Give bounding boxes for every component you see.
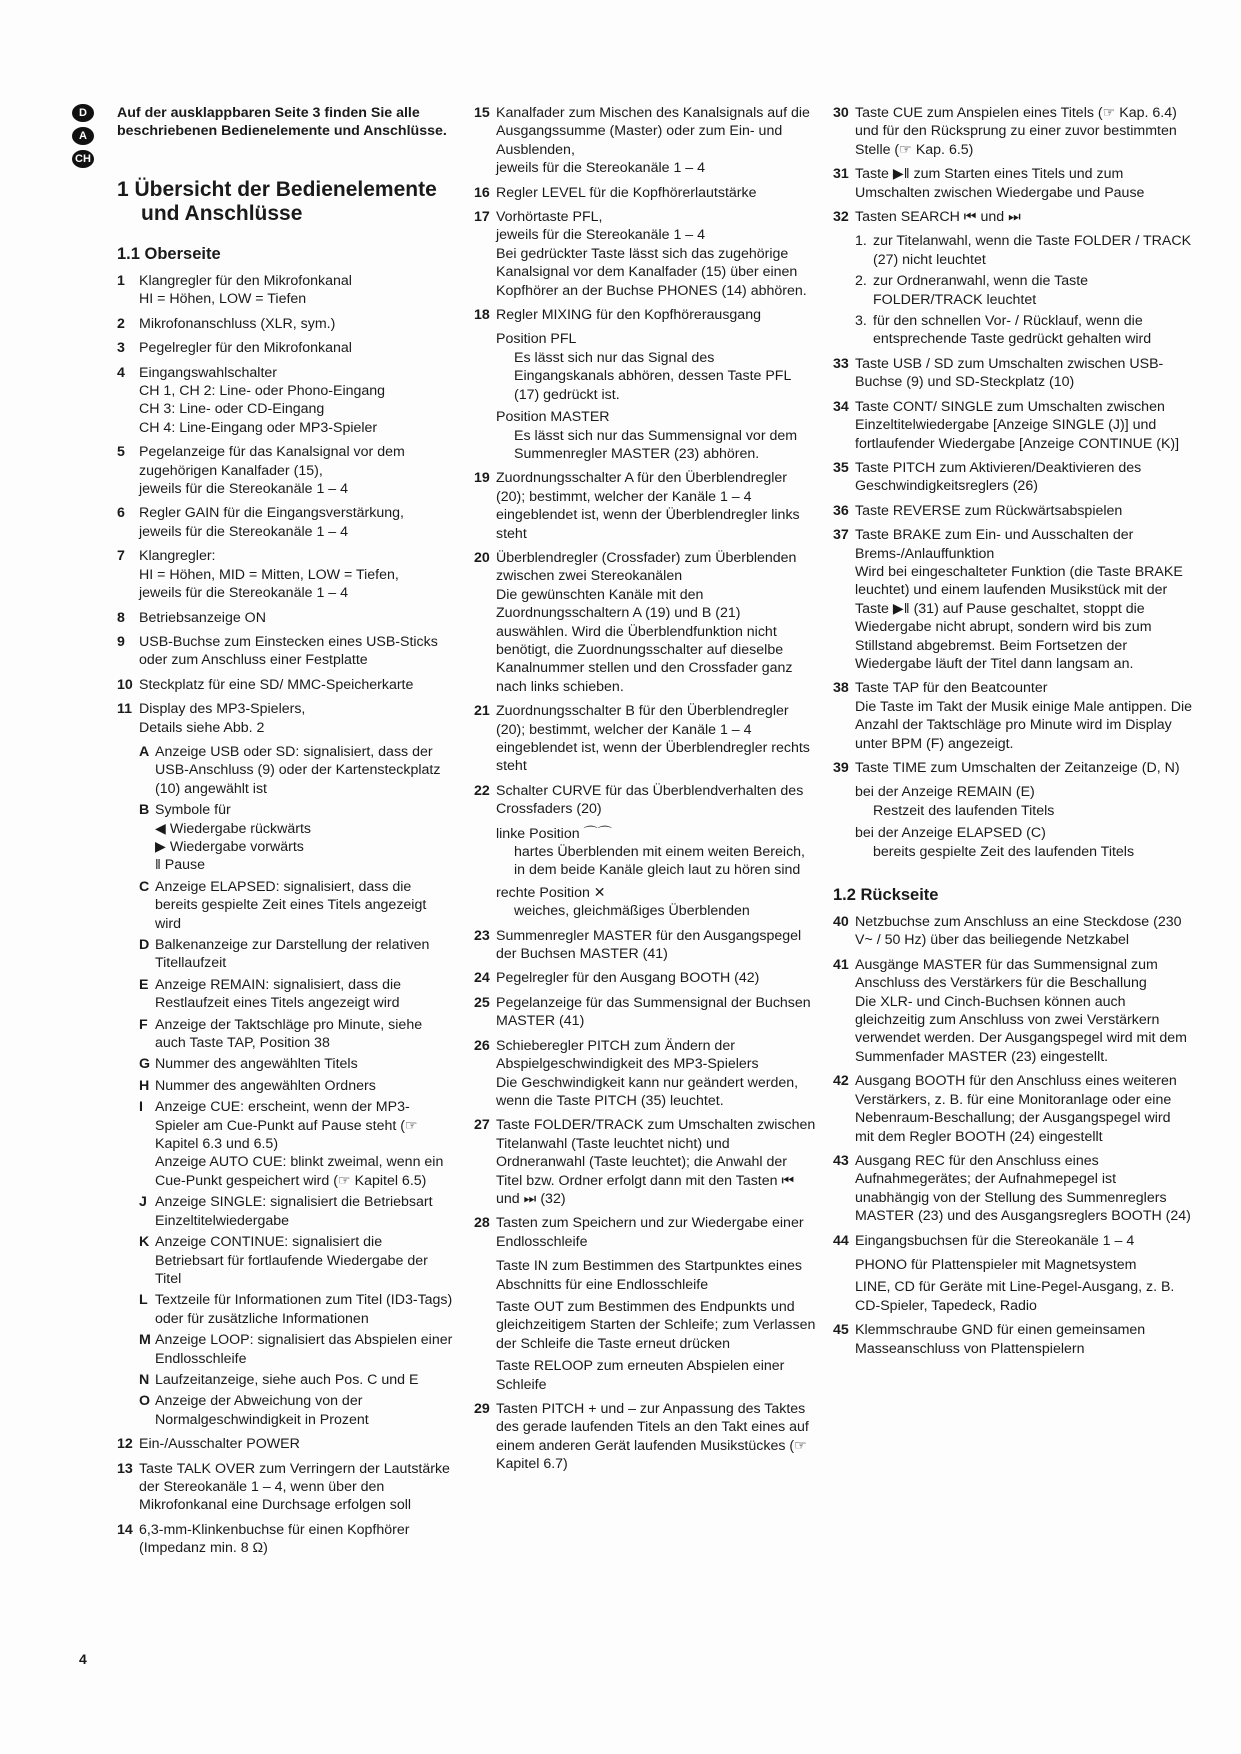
item-text: Klemmschraube GND für einen gemeinsamen Masseanschluss von Plattenspielern xyxy=(855,1322,1146,1357)
item-number: 36 xyxy=(833,502,849,519)
item-text: Taste CONT/ SINGLE zum Umschalten zwischen Einzeltitelwiedergabe [Anzeige SINGLE (J)] und fortlaufender Wiedergabe [Anzeige CONTINUE (K)] xyxy=(855,398,1180,452)
country-badges xyxy=(72,104,98,173)
display-item-text: Anzeige REMAIN: signalisiert, dass die Restlaufzeit eines Titels angezeigt wird xyxy=(155,976,402,1012)
badge-ch: CH xyxy=(72,150,94,168)
position-label: Position MASTER xyxy=(496,409,610,426)
item-number: 9 xyxy=(117,633,125,650)
section-heading-oberseite: 1.1 Oberseite xyxy=(117,245,221,263)
item-text: Schieberegler PITCH zum Ändern der Abspielgeschwindigkeit des MP3-Spielers Die Geschwindigkeit kann nur geändert werden, wenn die Taste PITCH (35) leuchtet. xyxy=(496,1037,799,1109)
display-item-letter: K xyxy=(139,1234,150,1251)
list-item xyxy=(117,1521,453,1558)
mixing-positions xyxy=(474,330,816,463)
list-item xyxy=(117,609,453,627)
plain-entry: Taste IN zum Bestimmen des Startpunktes eines Abschnitts für eine Endlosschleife xyxy=(496,1258,802,1293)
display-item-letter: O xyxy=(139,1393,151,1410)
display-item-text: Anzeige ELAPSED: signalisiert, dass die bereits gespielte Zeit eines Titels angezeigt wird xyxy=(155,878,427,932)
position-description: hartes Überblenden mit einem weiten Bereich, in dem beide Kanäle gleich laut zu hören sind xyxy=(514,844,805,879)
item-number: 27 xyxy=(474,1117,490,1134)
search-list-item xyxy=(855,272,1193,309)
item-number: 39 xyxy=(833,760,849,776)
item-number: 23 xyxy=(474,927,490,944)
item-text: 6,3-mm-Klinkenbuchse für einen Kopfhörer (Impedanz min. 8 Ω) xyxy=(139,1521,410,1557)
item-number: 40 xyxy=(833,914,849,931)
item-text: Taste TALK OVER zum Verringern der Lautstärke der Stereokanäle 1 – 4, wenn über den Mikrofonkanal eine Durchsage erfolgen soll xyxy=(139,1460,450,1514)
display-item-text: Balkenanzeige zur Darstellung der relativen Titellaufzeit xyxy=(155,937,430,972)
item-text: Kanalfader zum Mischen des Kanalsignals auf die Ausgangssumme (Master) oder zum Ein- und Ausblenden, jeweils für die Stereokanäle 1 – 4 xyxy=(496,105,810,177)
position-description: Restzeit des laufenden Titels xyxy=(873,802,1055,819)
list-item xyxy=(117,272,453,309)
list-item xyxy=(833,398,1193,453)
column-1 xyxy=(117,104,453,1564)
display-item-text: Anzeige CONTINUE: signalisiert die Betriebsart für fortlaufende Wiedergabe der Titel xyxy=(155,1234,428,1287)
item-subtext: jeweils für die Stereokanäle 1 – 4 xyxy=(139,523,348,540)
item-text: Pegelregler für den Ausgang BOOTH (42) xyxy=(496,970,760,987)
list-item xyxy=(474,469,816,543)
display-item-letter: N xyxy=(139,1371,150,1388)
display-item-text: Symbole für ◀ Wiedergabe rückwärts ▶ Wiedergabe vorwärts ‖ Pause xyxy=(155,802,311,874)
plain-entry: Taste RELOOP zum erneuten Abspielen einer Schleife xyxy=(496,1358,785,1393)
chapter-heading: 1 Übersicht der Bedienelemente und Anschlüsse xyxy=(117,178,437,225)
display-item xyxy=(139,801,453,875)
item-text: Tasten zum Speichern und zur Wiedergabe einer Endlosschleife xyxy=(496,1215,804,1250)
display-item-list xyxy=(117,743,453,1429)
search-list-item xyxy=(855,312,1193,349)
page-number: 4 xyxy=(79,1651,87,1667)
list-item xyxy=(474,969,816,987)
list-item xyxy=(833,526,1193,673)
item-number: 38 xyxy=(833,680,849,697)
item-text: Steckplatz für eine SD/ MMC-Speicherkarte xyxy=(139,676,414,693)
display-item-text: Anzeige LOOP: signalisiert das Abspielen einer Endlosschleife xyxy=(155,1332,453,1367)
display-item-text: Laufzeitanzeige, siehe auch Pos. C und E xyxy=(155,1371,419,1388)
display-item xyxy=(139,743,453,798)
item-text: Display des MP3-Spielers, xyxy=(139,701,306,718)
list-item xyxy=(474,782,816,819)
item-subtext: HI = Höhen, MID = Mitten, LOW = Tiefen, jeweils für die Stereokanäle 1 – 4 xyxy=(139,566,399,602)
display-item-text: Anzeige der Taktschläge pro Minute, siehe auch Taste TAP, Position 38 xyxy=(155,1016,423,1052)
list-item xyxy=(117,633,453,670)
item-number: 30 xyxy=(833,105,849,121)
list-item xyxy=(474,184,816,202)
item-number: 33 xyxy=(833,355,849,372)
item-number: 22 xyxy=(474,782,490,799)
item-list-3c xyxy=(833,913,1193,1250)
display-item-text: Textzeile für Informationen zum Titel (ID3-Tags) oder für zusätzliche Informationen xyxy=(155,1292,453,1327)
item-number: 32 xyxy=(833,209,849,226)
item-list-2d xyxy=(474,1400,816,1474)
item-number: 34 xyxy=(833,398,849,415)
list-item xyxy=(474,1400,816,1474)
item-text: Betriebsanzeige ON xyxy=(139,609,266,626)
item-text: Taste USB / SD zum Umschalten zwischen USB-Buchse (9) und SD-Steckplatz (10) xyxy=(855,355,1164,391)
display-item-letter: L xyxy=(139,1292,148,1309)
item-text: Klangregler für den Mikrofonkanal xyxy=(139,273,352,289)
list-item xyxy=(833,165,1193,202)
item-subtext: HI = Höhen, LOW = Tiefen xyxy=(139,291,307,308)
item-number: 29 xyxy=(474,1401,490,1417)
item-list-3b xyxy=(833,355,1193,778)
item-number: 12 xyxy=(117,1436,133,1453)
list-item xyxy=(474,1214,816,1251)
item-subtext: CH 1, CH 2: Line- oder Phono-Eingang CH 3: Line- oder CD-Eingang CH 4: Line-Eingang oder MP3-Spieler xyxy=(139,383,386,436)
display-item xyxy=(139,1055,453,1073)
item-text: Tasten SEARCH ⏮ und ⏭ xyxy=(855,209,1021,226)
badge-d: D xyxy=(72,104,94,122)
display-item-letter: C xyxy=(139,878,150,895)
item-number: 21 xyxy=(474,703,490,720)
input-list xyxy=(833,1256,1193,1315)
item-text: Ausgänge MASTER für das Summensignal zum Anschluss des Verstärkers für die Beschallung Die XLR- und Cinch-Buchsen können auch gleichzeitig zum Anschluss von zwei Verstärkern verwendet werden. Der Ausgangspegel wird mit dem Summenfader MASTER (23) eingestellt. xyxy=(855,956,1187,1065)
item-text: Taste REVERSE zum Rückwärtsabspielen xyxy=(855,502,1123,519)
display-item xyxy=(139,976,453,1013)
item-number: 19 xyxy=(474,470,490,487)
display-item-letter: H xyxy=(139,1077,150,1094)
position-description: weiches, gleichmäßiges Überblenden xyxy=(514,903,750,920)
item-text: Regler MIXING für den Kopfhörerausgang xyxy=(496,307,761,324)
position-entry xyxy=(474,408,816,463)
position-entry xyxy=(474,884,816,921)
list-item xyxy=(117,676,453,694)
item-list-2b xyxy=(474,469,816,818)
display-item-letter: J xyxy=(139,1194,147,1211)
item-number: 31 xyxy=(833,166,849,183)
item-number: 1 xyxy=(117,273,125,289)
item-text: Schalter CURVE für das Überblendverhalten des Crossfaders (20) xyxy=(496,782,804,818)
item-number: 37 xyxy=(833,527,849,544)
position-label: rechte Position ✕ xyxy=(496,884,606,901)
display-item-letter: D xyxy=(139,937,150,953)
display-item xyxy=(139,1331,453,1368)
plain-entry: LINE, CD für Geräte mit Line-Pegel-Ausgang, z. B. CD-Spieler, Tapedeck, Radio xyxy=(855,1279,1175,1314)
item-text: USB-Buchse zum Einstecken eines USB-Sticks oder zum Anschluss einer Festplatte xyxy=(139,633,438,669)
position-description: bereits gespielte Zeit des laufenden Titels xyxy=(873,843,1135,860)
item-number: 20 xyxy=(474,549,490,566)
display-item-letter: E xyxy=(139,976,149,993)
display-item-letter: M xyxy=(139,1332,151,1349)
item-text: Pegelanzeige für das Summensignal der Buchsen MASTER (41) xyxy=(496,994,811,1030)
display-item xyxy=(139,1098,453,1190)
list-item xyxy=(833,679,1193,753)
item-number: 44 xyxy=(833,1232,849,1249)
item-list-2a xyxy=(474,104,816,324)
item-list-1 xyxy=(117,272,453,737)
display-item-letter: I xyxy=(139,1099,143,1116)
item-number: 16 xyxy=(474,184,490,201)
display-item-letter: F xyxy=(139,1016,148,1033)
section-heading-rueckseite: 1.2 Rückseite xyxy=(833,886,939,905)
item-text: Tasten PITCH + und – zur Anpassung des Taktes des gerade laufenden Titels an den Takt eines auf einem anderen Gerät laufenden Musikstückes (☞ Kapitel 6.7) xyxy=(496,1401,809,1473)
item-number: 28 xyxy=(474,1215,490,1232)
item-list-2c xyxy=(474,927,816,1252)
list-item xyxy=(474,702,816,776)
list-item xyxy=(117,315,453,333)
list-item xyxy=(474,1116,816,1208)
search-list-text: für den schnellen Vor- / Rücklauf, wenn die entsprechende Taste gedrückt gehalten wird xyxy=(873,313,1152,348)
list-item xyxy=(833,208,1193,226)
item-text: Klangregler: xyxy=(139,548,216,565)
item-number: 7 xyxy=(117,548,125,565)
column-3 xyxy=(833,104,1193,1364)
list-item xyxy=(117,364,453,438)
item-text: Ausgang BOOTH für den Anschluss eines weiteren Verstärkers, z. B. für eine Monitoranlage oder eine Nebenraum-Beschallung; der Ausgangspegel wird mit dem Regler BOOTH (24) eingestellt xyxy=(855,1073,1177,1145)
position-label: bei der Anzeige REMAIN (E) xyxy=(855,784,1035,801)
item-text: Taste TAP für den Beatcounter Die Taste im Takt der Musik einige Male antippen. Die Anzahl der Taktschläge pro Minute wird im Display unter BPM (F) angezeigt. xyxy=(855,680,1192,752)
item-number: 3 xyxy=(117,340,125,357)
list-item xyxy=(833,759,1193,777)
item-text: Pegelregler für den Mikrofonkanal xyxy=(139,340,352,357)
item-text: Netzbuchse zum Anschluss an eine Steckdose (230 V~ / 50 Hz) über das beiliegende Netzkabel xyxy=(855,914,1182,949)
search-list-number: 2. xyxy=(855,273,867,290)
position-description: Es lässt sich nur das Signal des Eingangskanals abhören, dessen Taste PFL (17) gedrückt ist. xyxy=(514,349,791,403)
display-item-text: Nummer des angewählten Ordners xyxy=(155,1077,376,1094)
position-entry xyxy=(474,825,816,880)
item-text: Taste PITCH zum Aktivieren/Deaktivieren des Geschwindigkeitsreglers (26) xyxy=(855,459,1142,495)
plain-entry: PHONO für Plattenspieler mit Magnetsystem xyxy=(855,1256,1137,1273)
position-label: Position PFL xyxy=(496,331,577,348)
item-text: Ausgang REC für den Anschluss eines Aufnahmegerätes; der Aufnahmepegel ist unabhängig von der Stellung des Summenreglers MASTER (23) und des Ausgangsreglers BOOTH (24) xyxy=(855,1152,1191,1225)
time-positions xyxy=(833,783,1193,861)
display-item-text: Anzeige CUE: erscheint, wenn der MP3-Spieler am Cue-Punkt auf Pause steht (☞ Kapitel 6.3 und 6.5) Anzeige AUTO CUE: blinkt zweimal, wenn ein Cue-Punkt gespeichert wird (☞ Kapitel 6.5) xyxy=(155,1099,444,1189)
item-number: 35 xyxy=(833,459,849,476)
position-entry xyxy=(833,783,1193,820)
display-item xyxy=(139,1193,453,1230)
item-number: 18 xyxy=(474,307,490,324)
item-text: Eingangsbuchsen für die Stereokanäle 1 – 4 xyxy=(855,1232,1135,1249)
search-list-number: 1. xyxy=(855,233,867,250)
position-label: linke Position ⌒⌒ xyxy=(496,825,612,842)
item-number: 42 xyxy=(833,1073,849,1090)
list-item xyxy=(833,104,1193,159)
item-list-3d xyxy=(833,1321,1193,1358)
item-text: Taste CUE zum Anspielen eines Titels (☞ Kap. 6.4) und für den Rücksprung zu einer zuvor bestimmten Stelle (☞ Kap. 6.5) xyxy=(855,105,1177,158)
list-item xyxy=(474,104,816,178)
plain-entry: Taste OUT zum Bestimmen des Endpunkts und gleichzeitigem Starten der Schleife; zum Verlassen der Schleife die Taste erneut drücken xyxy=(496,1298,816,1352)
display-item xyxy=(139,878,453,933)
list-item xyxy=(833,1072,1193,1146)
position-entry xyxy=(833,824,1193,861)
item-number: 4 xyxy=(117,364,125,381)
list-item xyxy=(474,1037,816,1111)
item-number: 6 xyxy=(117,505,125,522)
list-item xyxy=(474,208,816,300)
item-number: 14 xyxy=(117,1521,133,1538)
list-item xyxy=(474,306,816,324)
position-description: Es lässt sich nur das Summensignal vor dem Summenregler MASTER (23) abhören. xyxy=(514,427,798,462)
display-item-text: Nummer des angewählten Titels xyxy=(155,1056,358,1073)
display-item-letter: B xyxy=(139,802,150,819)
badge-a: A xyxy=(72,127,94,145)
item-number: 11 xyxy=(117,701,132,718)
list-item xyxy=(833,502,1193,520)
item-text: Taste TIME zum Umschalten der Zeitanzeige (D, N) xyxy=(855,760,1180,776)
display-item xyxy=(139,1291,453,1328)
display-item-letter: A xyxy=(139,743,150,760)
item-text: Zuordnungsschalter B für den Überblendregler (20); bestimmt, welcher der Kanäle 1 – 4 eingeblendet ist, wenn der Überblendregler rechts steht xyxy=(496,703,810,775)
display-item xyxy=(139,936,453,973)
list-item xyxy=(117,443,453,498)
item-number: 41 xyxy=(833,956,849,973)
display-item-text: Anzeige der Abweichung von der Normalgeschwindigkeit in Prozent xyxy=(155,1393,369,1428)
list-item xyxy=(117,700,453,737)
item-text: Überblendregler (Crossfader) zum Überblenden zwischen zwei Stereokanälen Die gewünschten Kanäle mit den Zuordnungsschaltern A (19) und B (21) auswählen. Wird die Überblendfunktion nicht benötigt, die Zuordnungsschalter auf dieselbe Kanalnummer stellen und den Crossfader ganz nach links schieben. xyxy=(496,549,797,695)
list-item xyxy=(833,956,1193,1066)
list-item xyxy=(833,355,1193,392)
search-list-item xyxy=(855,232,1193,269)
item-text: Mikrofonanschluss (XLR, sym.) xyxy=(139,315,336,332)
item-number: 45 xyxy=(833,1322,849,1339)
item-subtext: Details siehe Abb. 2 xyxy=(139,719,265,736)
item-text: Taste BRAKE zum Ein- und Ausschalten der Brems-/Anlauffunktion Wird bei eingeschalteter Funktion (die Taste BRAKE leuchtet) und einem laufenden Musikstück mit der Taste ▶‖ (31) auf Pause geschaltet, stoppt die Wiedergabe nicht abrupt, sondern wird bis zum Stillstand abgebremst. Beim Fortsetzen der Wiedergabe läuft der Titel dann langsam an. xyxy=(855,527,1183,672)
display-item xyxy=(139,1371,453,1389)
intro-note: Auf der ausklappbaren Seite 3 finden Sie alle beschriebenen Bedienelemente und Anschlüsse. xyxy=(117,105,447,139)
display-item xyxy=(139,1392,453,1429)
list-item xyxy=(474,994,816,1031)
list-item xyxy=(833,1232,1193,1250)
item-text: Vorhörtaste PFL, jeweils für die Stereokanäle 1 – 4 Bei gedrückter Taste lässt sich das zugehörige Kanalsignal vor dem Kanalfader (15) über einen Kopfhörer an der Buchse PHONES (14) abhören. xyxy=(496,209,807,299)
display-item xyxy=(139,1077,453,1095)
item-text: Summenregler MASTER für den Ausgangspegel der Buchsen MASTER (41) xyxy=(496,927,802,963)
position-label: bei der Anzeige ELAPSED (C) xyxy=(855,825,1046,842)
display-item xyxy=(139,1233,453,1288)
item-number: 5 xyxy=(117,444,125,461)
item-number: 2 xyxy=(117,315,125,332)
item-number: 43 xyxy=(833,1152,849,1169)
list-item xyxy=(117,339,453,357)
item-number: 17 xyxy=(474,209,490,226)
loop-keys xyxy=(474,1257,816,1394)
item-text: Taste ▶‖ zum Starten eines Titels und zum Umschalten zwischen Wiedergabe und Pause xyxy=(855,166,1145,201)
list-item xyxy=(833,1321,1193,1358)
list-item xyxy=(117,1435,453,1453)
column-2 xyxy=(474,104,816,1480)
display-item xyxy=(139,1016,453,1053)
curve-positions xyxy=(474,825,816,921)
list-item xyxy=(117,1460,453,1515)
item-list-3a xyxy=(833,104,1193,226)
item-text: Zuordnungsschalter A für den Überblendregler (20); bestimmt, welcher der Kanäle 1 – 4 eingeblendet ist, wenn der Überblendregler links steht xyxy=(496,470,800,542)
item-number: 8 xyxy=(117,609,125,626)
item-number: 13 xyxy=(117,1460,133,1477)
search-list-text: zur Ordneranwahl, wenn die Taste FOLDER/TRACK leuchtet xyxy=(873,273,1089,308)
item-number: 10 xyxy=(117,676,133,693)
list-item xyxy=(117,547,453,602)
search-list-number: 3. xyxy=(855,313,867,330)
search-list xyxy=(833,232,1193,348)
list-item xyxy=(833,1152,1193,1226)
item-number: 15 xyxy=(474,105,490,121)
list-item xyxy=(117,504,453,541)
item-text: Regler GAIN für die Eingangsverstärkung, xyxy=(139,505,404,522)
search-list-text: zur Titelanwahl, wenn die Taste FOLDER / TRACK (27) nicht leuchtet xyxy=(873,233,1192,268)
item-number: 25 xyxy=(474,994,490,1011)
position-entry xyxy=(474,330,816,404)
list-item xyxy=(833,459,1193,496)
list-item xyxy=(474,549,816,696)
item-text: Ein-/Ausschalter POWER xyxy=(139,1436,300,1453)
item-text: Eingangswahlschalter xyxy=(139,364,278,381)
item-list-1-end xyxy=(117,1435,453,1557)
item-subtext: jeweils für die Stereokanäle 1 – 4 xyxy=(139,481,348,498)
item-text: Taste FOLDER/TRACK zum Umschalten zwischen Titelanwahl (Taste leuchtet nicht) und Ordneranwahl (Taste leuchtet); die Anwahl der Titel bzw. Ordner erfolgt dann mit den Tasten ⏮ und ⏭ (32) xyxy=(496,1117,816,1207)
display-item-text: Anzeige SINGLE: signalisiert die Betriebsart Einzeltitelwiedergabe xyxy=(155,1194,433,1229)
display-item-letter: G xyxy=(139,1056,151,1073)
item-text: Pegelanzeige für das Kanalsignal vor dem zugehörigen Kanalfader (15), xyxy=(139,444,405,479)
list-item xyxy=(833,913,1193,950)
list-item xyxy=(474,927,816,964)
item-number: 24 xyxy=(474,970,490,987)
display-item-text: Anzeige USB oder SD: signalisiert, dass der USB-Anschluss (9) oder der Kartensteckplatz (10) angewählt ist xyxy=(155,743,441,797)
item-number: 26 xyxy=(474,1037,490,1054)
item-text: Regler LEVEL für die Kopfhörerlautstärke xyxy=(496,184,757,201)
